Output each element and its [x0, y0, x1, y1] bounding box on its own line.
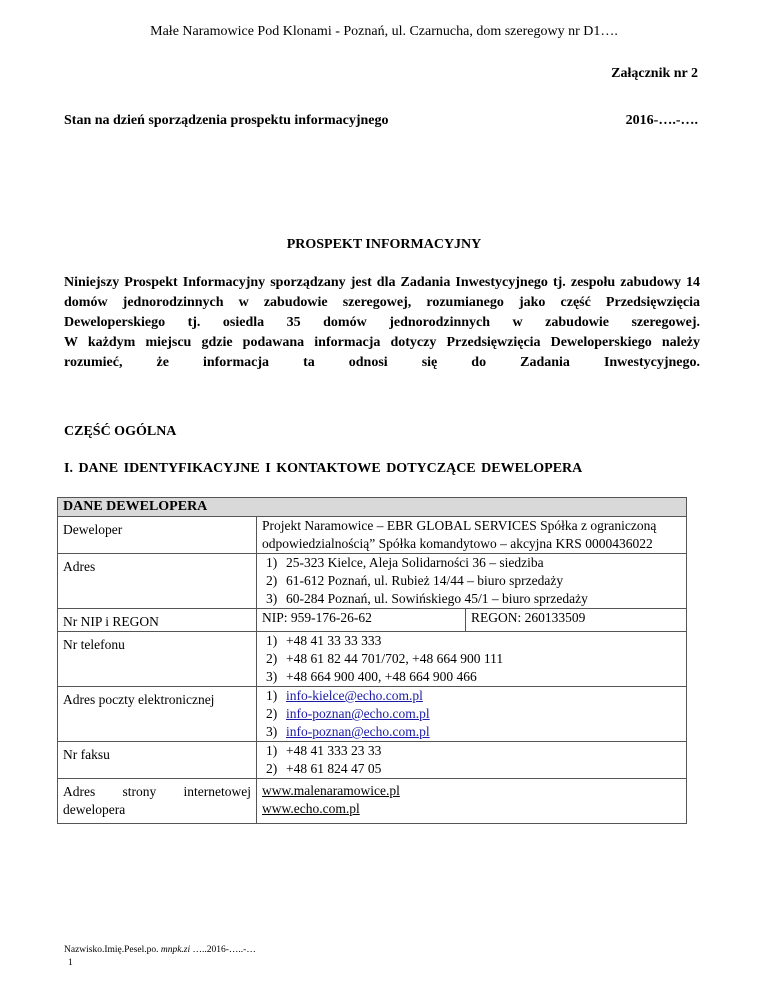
attachment-label: Załącznik nr 2	[611, 66, 698, 81]
table-row	[58, 779, 687, 824]
www-label: Adres strony internetowej dewelopera	[58, 779, 257, 824]
table-row	[58, 609, 687, 632]
list-item: 2) +48 61 82 44 701/702, +48 664 900 111	[266, 651, 504, 666]
email-label: Adres poczty elektronicznej	[58, 687, 257, 742]
email-link-kielce[interactable]: info-kielce@echo.com.pl	[286, 688, 423, 703]
section-heading: I. DANE IDENTYFIKACYJNE I KONTAKTOWE DOTYCZĄCE DEWELOPERA	[64, 461, 583, 476]
nip-value: NIP: 959-176-26-62	[257, 609, 466, 632]
email-link-poznan-2[interactable]: info-poznan@echo.com.pl	[286, 724, 430, 739]
status-date: 2016-….-….	[625, 113, 698, 128]
table-row	[58, 554, 687, 609]
footer-text: Nazwisko.Imię.Pesel.po. mnpk.zi …..2016-…..-…	[64, 945, 256, 955]
status-label: Stan na dzień sporządzenia prospektu informacyjnego	[64, 113, 389, 128]
phone-label: Nr telefonu	[58, 632, 257, 687]
document-title: PROSPEKT INFORMACYJNY	[286, 237, 482, 252]
part-heading: CZĘŚĆ OGÓLNA	[64, 424, 177, 439]
list-item: 2) +48 61 824 47 05	[266, 761, 382, 776]
phone-list	[262, 632, 681, 686]
fax-label: Nr faksu	[58, 742, 257, 779]
list-item: 1) +48 41 333 23 33	[266, 743, 382, 758]
website-link-echo[interactable]: www.echo.com.pl	[262, 801, 360, 816]
address-label: Adres	[58, 554, 257, 609]
running-header: Małe Naramowice Pod Klonami - Poznań, ul. Czarnucha, dom szeregowy nr D1….	[150, 24, 618, 39]
developer-table	[57, 497, 687, 824]
website-link-malenaramowice[interactable]: www.malenaramowice.pl	[262, 783, 400, 798]
list-item: 3) info-poznan@echo.com.pl	[266, 724, 430, 739]
developer-label: Deweloper	[58, 517, 257, 554]
address-list	[262, 554, 681, 608]
table-row	[58, 742, 687, 779]
list-item: 1) +48 41 33 33 333	[266, 633, 382, 648]
email-link-poznan[interactable]: info-poznan@echo.com.pl	[286, 706, 430, 721]
table-row	[58, 632, 687, 687]
developer-value: Projekt Naramowice – EBR GLOBAL SERVICES Spółka z ograniczoną odpowiedzialnością” Spółka komandytowo – akcyjna KRS 0000436022	[257, 517, 687, 554]
list-item: 1) 25-323 Kielce, Aleja Solidarności 36 – siedziba	[266, 555, 544, 570]
table-header: DANE DEWELOPERA	[58, 498, 687, 517]
intro-block	[64, 273, 700, 373]
list-item: 3) +48 664 900 400, +48 664 900 466	[266, 669, 477, 684]
table-row	[58, 687, 687, 742]
page-number: 1	[68, 958, 73, 968]
fax-list	[262, 742, 681, 778]
intro-paragraph-2: W każdym miejscu gdzie podawana informacja dotyczy Przedsięwzięcia Deweloperskiego należy rozumieć, że informacja ta odnosi się do Zadania Inwestycyjnego.	[64, 335, 700, 370]
intro-paragraph-1: Niniejszy Prospekt Informacyjny sporządzany jest dla Zadania Inwestycyjnego tj. zespołu zabudowy 14 domów jednorodzinnych w zabudowie szeregowej, rozumianego jako część Przedsięwzięcia Deweloperskiego tj. osiedla 35 domów jednorodzinnych w zabudowie szeregowej.	[64, 275, 700, 330]
nip-regon-label: Nr NIP i REGON	[58, 609, 257, 632]
email-list	[262, 687, 681, 741]
list-item: 2) 61-612 Poznań, ul. Rubież 14/44 – biuro sprzedaży	[266, 573, 564, 588]
regon-value: REGON: 260133509	[466, 609, 687, 632]
list-item: 2) info-poznan@echo.com.pl	[266, 706, 430, 721]
list-item: 1) info-kielce@echo.com.pl	[266, 688, 423, 703]
table-row	[58, 517, 687, 554]
list-item: 3) 60-284 Poznań, ul. Sowińskiego 45/1 – biuro sprzedaży	[266, 591, 588, 606]
